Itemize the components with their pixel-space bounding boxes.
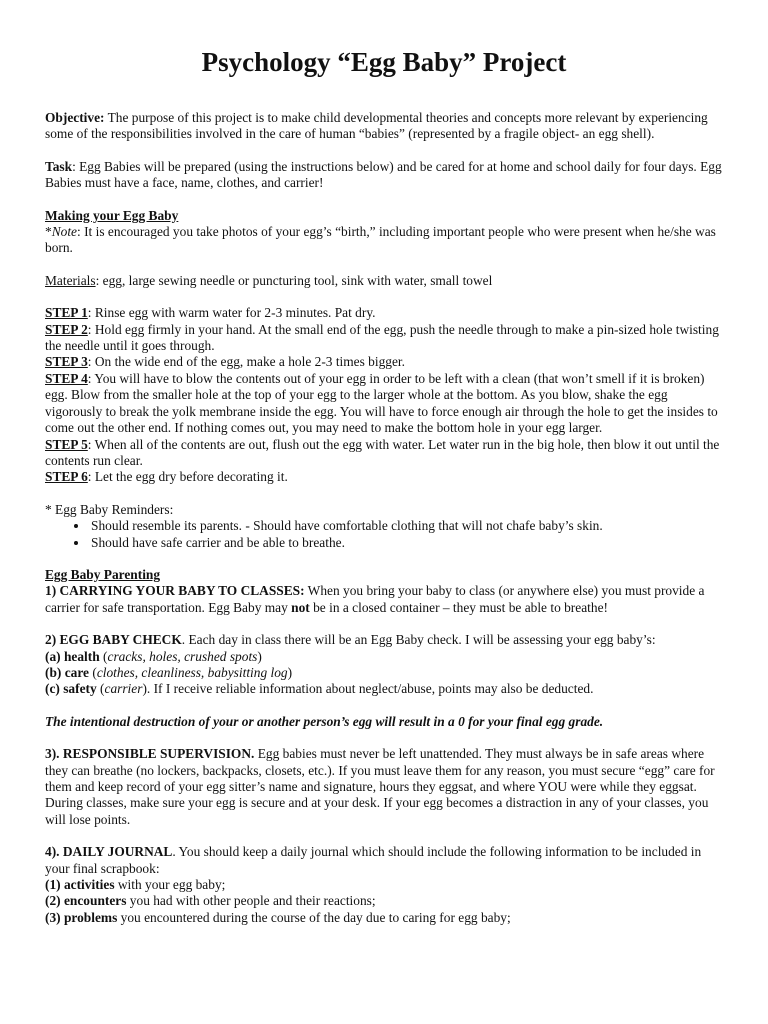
journal-paragraph [45,844,725,877]
check-text: . Each day in class there will be an Egg Baby check. I will be assessing your egg baby’s: [181,632,656,648]
step-text: : When all of the contents are out, flush out the egg with water. Let water run in the big hole, then blow it out until the contents run clear. [45,436,720,468]
step-text: : Let the egg dry before decorating it. [87,469,288,485]
materials-text: : egg, large sewing needle or puncturing tool, sink with water, small towel [95,272,493,288]
check-item-label: (b) care [45,664,89,680]
step-text: : Hold egg firmly in your hand. At the small end of the egg, push the needle through to make a pin-sized hole twisting the needle until it goes through. [45,321,719,354]
journal-item-text: with your egg baby; [114,877,226,893]
step-label: STEP 6 [45,469,88,485]
supervision-paragraph [45,746,725,828]
making-heading: Making your Egg Baby [45,207,179,223]
journal-item [45,910,725,926]
note-paragraph [45,224,725,257]
journal-item-label: (3) problems [45,909,118,925]
step-item [45,305,725,321]
reminders-heading: * Egg Baby Reminders: [45,501,174,517]
objective-label: Objective: [45,110,105,125]
paren-open: ( [99,648,108,664]
step-label: STEP 3 [45,354,88,370]
step-item [45,469,725,485]
task-label: Task [45,158,73,174]
carrying-paragraph [45,583,725,616]
check-paragraph [45,632,725,648]
task-paragraph [45,159,725,192]
journal-item [45,877,725,893]
note-prefix: * [45,224,52,240]
objective-text: The purpose of this project is to make child developmental theories and concepts more relevant by experiencing some of the responsibilities involved in the care of human “babies” (represented by a fragile object- an egg shell). [45,110,708,142]
carrying-text: When you bring your baby to class (or anywhere else) you must provide a carrier for safe transportation. Egg Baby may [45,583,705,615]
check-item [45,649,725,665]
check-item [45,665,725,681]
list-item: • Should have safe carrier and be able to breathe. [89,535,725,551]
step-item [45,371,725,437]
step-label: STEP 1 [45,305,88,321]
journal-item-text: you encountered during the course of the day due to caring for egg baby; [117,909,511,925]
parenting-heading: Egg Baby Parenting [45,566,161,582]
task-text: : Egg Babies will be prepared (using the instructions below) and be cared for at home and school daily for four days. Egg Babies must have a face, name, clothes, and carrier! [45,158,722,191]
note-label: Note [51,224,77,240]
step-item [45,322,725,355]
step-label: STEP 5 [45,436,88,452]
warning-paragraph: The intentional destruction of your or another person’s egg will result in a 0 for your final egg grade. [45,713,604,729]
carrying-text-end: be in a closed container – they must be able to breathe! [309,599,608,615]
step-label: STEP 2 [45,321,88,337]
supervision-label: 3). RESPONSIBLE SUPERVISION. [45,746,255,762]
objective-paragraph [45,110,725,143]
journal-item [45,893,725,909]
parenting-heading-line [45,567,725,583]
journal-label: 4). DAILY JOURNAL [45,844,173,860]
note-text: : It is encouraged you take photos of your egg’s “birth,” including important people who were present when he/she was born. [45,224,716,256]
supervision-text: Egg babies must never be left unattended. They must always be in safe areas where they can breathe (no lockers, backpacks, closets, etc.). If you must leave them for any reason, you must secure “egg” care for them and keep record of your egg sitter’s name and signature, hours they eggsat, and where YOU were while they eggsat. During classes, make sure your egg is secure and at your desk. If your egg becomes a distraction in any of your classes, you will lose points. [45,746,715,827]
paren-open: ( [96,681,105,697]
check-item-text: ). If I receive reliable information about neglect/abuse, points may also be deducted. [142,681,594,697]
journal-item-label: (2) encounters [45,893,127,909]
step-item [45,354,725,370]
paren-open: ( [89,664,97,680]
document-body [45,110,725,926]
step-label: STEP 4 [45,370,88,386]
page-title: Psychology “Egg Baby” Project [201,47,567,77]
materials-paragraph [45,273,725,289]
check-item-detail: carrier [104,681,143,697]
carrying-not: not [291,599,310,615]
journal-item-label: (1) activities [45,877,115,893]
paren-close: ) [287,664,293,680]
check-label: 2) EGG BABY CHECK [45,632,182,648]
step-text: : On the wide end of the egg, make a hole 2-3 times bigger. [87,354,405,370]
carrying-label: 1) CARRYING YOUR BABY TO CLASSES: [45,583,305,599]
steps-list [45,305,725,485]
step-text: : You will have to blow the contents out of your egg in order to be left with a clean (that won’t smell if it is broken) egg. Blow from the smaller hole at the top of your egg to the larger whole at the bottom. As you blow, shake the egg vigorously to break the yolk membrane inside the egg. You will have to force enough air through the hole to get the insides to come out the other end. If nothing comes out, you may need to make the bottom hole in your egg larger. [45,370,718,436]
step-text: : Rinse egg with warm water for 2-3 minutes. Pat dry. [87,305,376,321]
materials-label: Materials [45,272,96,288]
check-item-detail: clothes, cleanliness, babysitting log [96,664,288,680]
making-heading-line [45,208,725,224]
list-item: • Should resemble its parents. - Should have comfortable clothing that will not chafe baby’s skin. [89,518,725,534]
journal-text: . You should keep a daily journal which should include the following information to be included in your final scrapbook: [45,844,702,876]
check-item [45,681,725,697]
check-item-label: (c) safety [45,681,97,697]
step-item [45,437,725,470]
reminders-list [45,518,725,551]
paren-close: ) [257,648,262,664]
check-item-label: (a) health [45,648,100,664]
journal-item-text: you had with other people and their reactions; [126,893,376,909]
check-item-detail: cracks, holes, crushed spots [107,648,258,664]
